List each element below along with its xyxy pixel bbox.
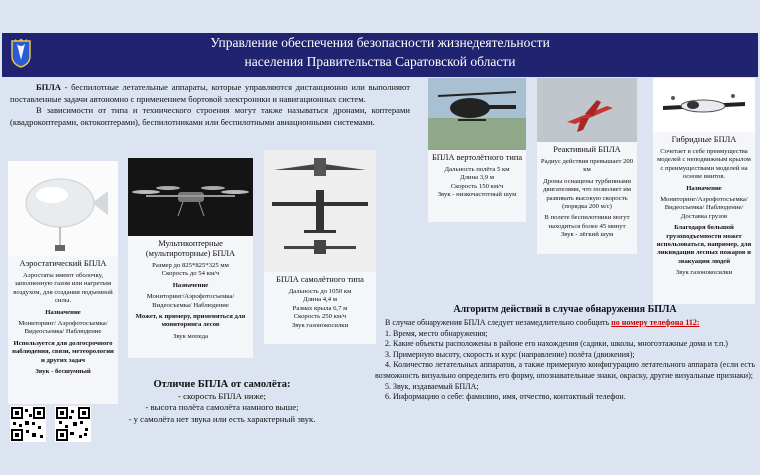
saratov-emblem-icon xyxy=(10,38,32,68)
hybrid-sound: Звук газонокосилки xyxy=(675,269,733,277)
header-title-line-1: Управление обеспечения безопасности жизнедеятельности xyxy=(210,35,550,50)
algorithm-step: 2. Какие объекты расположены в районе его нахождения (садики, школы, многоэтажные дома и т.п.) xyxy=(385,339,728,349)
algorithm-intro xyxy=(375,318,755,329)
plane-range: Дальность до 1050 км xyxy=(288,288,352,295)
algorithm-title: Алгоритм действий в случае обнаружения БПЛА xyxy=(453,304,677,315)
plane-title: БПЛА самолётного типа xyxy=(276,275,364,284)
algorithm-step: 4. Количество летательных аппаратов, а также примерную конфигурацию летательного аппарата (если есть возможность визуально определить его форму, опознавательные знаки, окраску, другие визуальные признаки); xyxy=(375,360,755,380)
heli-length: Длина 3,9 м xyxy=(460,174,494,182)
page-header xyxy=(2,33,758,77)
aerostat-desc: Аэростаты имеют оболочку, заполненную газом или нагретым воздухом, для создания подъемной силы. xyxy=(13,272,113,305)
hybrid-drone-image xyxy=(653,78,755,132)
intro-term: БПЛА xyxy=(36,82,61,92)
intro-p1-text: - беспилотные летательные аппараты, которые управляются дистанционно или выполняют поставленные задачи автономно с применением бортовой электроники и навигационных систем. xyxy=(10,82,410,104)
heli-speed: Скорость 150 км/ч xyxy=(450,182,504,190)
heli-range: Дальность полёта 5 км xyxy=(444,166,510,173)
aerostat-icon xyxy=(8,161,118,256)
multicopter-usage: Может, к примеру, применяться для мониторинга лесов xyxy=(135,313,246,329)
hybrid-desc: Сочетает в себе преимущества моделей с неподвижным крылом с преимуществами моделей на основе винтов. xyxy=(657,148,751,181)
difference-item: - скорость БПЛА ниже; xyxy=(178,391,266,401)
algorithm-section xyxy=(375,303,755,403)
hybrid-title: Гибридные БПЛА xyxy=(671,135,737,144)
card-plane xyxy=(264,272,376,344)
difference-title: Отличие БПЛА от самолёта: xyxy=(153,379,291,390)
plane-length: Длина 4,4 м xyxy=(303,296,337,304)
qr-code-icon xyxy=(10,406,46,442)
multicopter-purpose: Мониторинг/Аэрофотосъемка/ Видеосъемка/ Наблюдение xyxy=(146,293,235,309)
hybrid-purpose: Мониторинг/Аэрофотосъемка/ Видеосъемка/ Наблюдение/ Доставка грузов xyxy=(660,196,748,220)
heli-drone-image xyxy=(428,78,526,150)
header-title-line-2: населения Правительства Саратовской области xyxy=(244,54,516,69)
algorithm-step: 5. Звук, издаваемый БПЛА; xyxy=(385,381,479,391)
algorithm-intro-text: В случае обнаружения БПЛА следует незамедлительно сообщить xyxy=(385,318,612,327)
card-aerostat xyxy=(8,256,118,404)
card-heli xyxy=(428,150,526,222)
aerostat-title: Аэростатический БПЛА xyxy=(19,259,107,268)
hybrid-purpose-label: Назначение xyxy=(686,184,722,192)
plane-sound: Звук газонокосилки xyxy=(291,321,349,329)
multicopter-purpose-label: Назначение xyxy=(172,281,209,289)
jet-sound: Звук - лёгкий шум xyxy=(560,231,614,239)
card-jet xyxy=(537,142,637,254)
hybrid-drone-icon xyxy=(653,78,755,132)
plane-drone-image xyxy=(264,150,376,272)
qr-code-1[interactable] xyxy=(10,406,46,442)
algorithm-step: 6. Информацию о себе: фамилию, имя, отчество, контактный телефон. xyxy=(385,392,626,402)
qr-code-icon xyxy=(55,406,91,442)
aerostat-usage: Используется для долгосрочного наблюдения, связи, метеорологии и других задач xyxy=(12,339,114,364)
multicopter-title: Мультикоптерные (мультироторные) БПЛА xyxy=(145,239,236,258)
helicopter-icon xyxy=(428,78,526,150)
multicopter-icon xyxy=(128,158,253,236)
jet-radius: Радиус действия превышает 200 км xyxy=(540,158,634,174)
aerostat-purpose-label: Назначение xyxy=(45,308,81,316)
aerostat-sound: Звук - бесшумный xyxy=(35,368,91,376)
aerostat-purpose: Мониторинг/ Аэрофотосъемка/Видеосъемка/ Наблюдение xyxy=(18,320,108,336)
plane-drone-icon xyxy=(264,150,376,272)
card-hybrid xyxy=(653,132,755,304)
jet-title: Реактивный БПЛА xyxy=(553,145,621,154)
multicopter-size: Размер до 825*825*325 мм xyxy=(152,262,229,269)
qr-code-2[interactable] xyxy=(55,406,91,442)
intro-paragraph-1 xyxy=(10,82,410,105)
emergency-phone: по номеру телефона 112: xyxy=(611,318,700,327)
intro-text xyxy=(10,82,410,128)
aerostat-image xyxy=(8,161,118,256)
multicopter-image xyxy=(128,158,253,236)
jet-drone-icon xyxy=(537,78,637,142)
algorithm-step: 3. Примерную высоту, скорость и курс (направление) полёта (движения); xyxy=(385,349,635,359)
jet-desc-1: Дроны оснащены турбинными двигателями, что позволяет им развивать высокую скорость (порядка 200 м/с) xyxy=(542,177,632,211)
difference-item: - высота полёта самолёта намного выше; xyxy=(145,402,299,413)
multicopter-sound: Звук мопеда xyxy=(173,332,208,340)
algorithm-step: 1. Время, место обнаружения; xyxy=(385,328,488,338)
multicopter-speed: Скорость до 54 км/ч xyxy=(161,270,220,278)
difference-section xyxy=(127,378,317,425)
jet-desc-2: В полете беспилотники могут находиться более 45 минут xyxy=(544,214,630,230)
difference-item: - у самолёта нет звука или есть характерный звук. xyxy=(128,413,316,424)
heli-sound: Звук - низкочастотный шум xyxy=(437,191,517,199)
hybrid-usage: Благодаря большой грузоподъемности может использоваться, например, для ликвидации лесных пожаров и эвакуации людей xyxy=(656,224,752,265)
plane-wingspan: Размах крыла 6,7 м xyxy=(292,304,348,312)
heli-title: БПЛА вертолётного типа xyxy=(431,153,523,162)
plane-speed: Скорость 250 км/ч xyxy=(293,313,347,321)
card-multicopter xyxy=(128,236,253,358)
intro-paragraph-2: В зависимости от типа и технического строения могут также называться дронами, коптерами (квадрокоптерами, октокоптерами), беспилотниками или беспилотными авиационными системами. xyxy=(10,105,410,127)
jet-drone-image xyxy=(537,78,637,142)
